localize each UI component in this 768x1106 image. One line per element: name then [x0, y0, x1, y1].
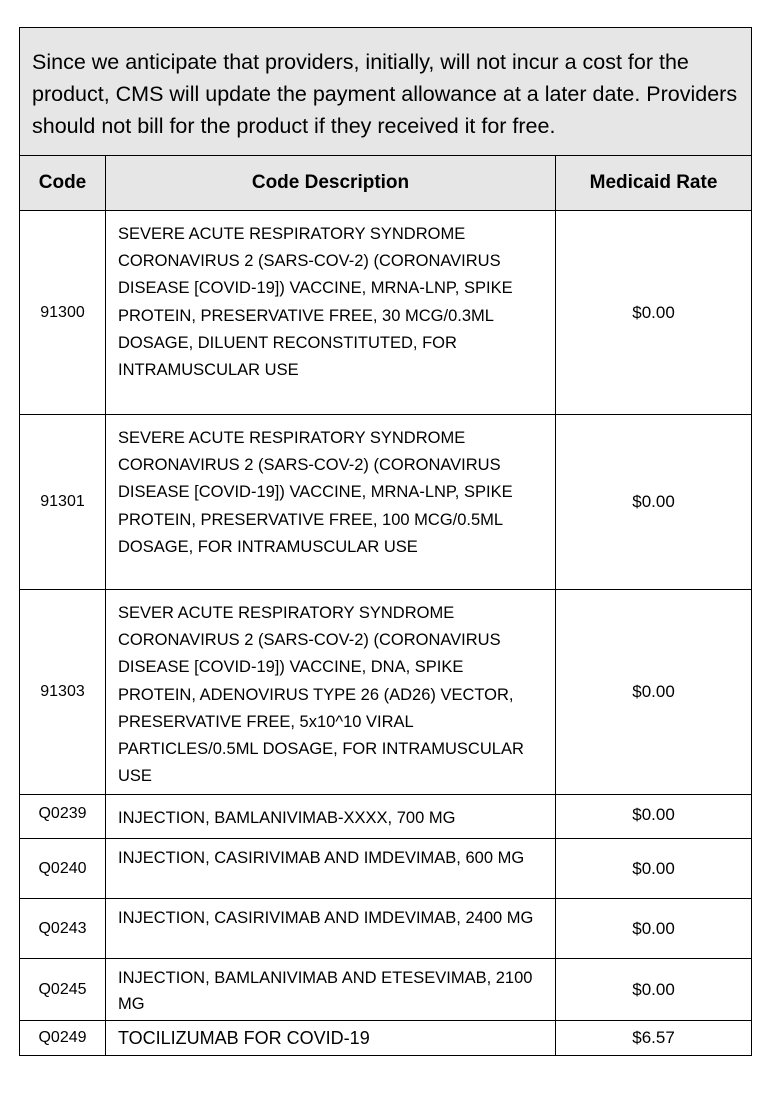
row-code: Q0240 [20, 839, 106, 899]
header-description: Code Description [106, 156, 556, 211]
row-rate: $0.00 [556, 211, 752, 415]
row-rate: $0.00 [556, 415, 752, 590]
row-description: INJECTION, BAMLANIVIMAB-XXXX, 700 MG [106, 795, 556, 839]
table-row [20, 1021, 752, 1055]
row-code: 91303 [20, 590, 106, 795]
row-description: INJECTION, CASIRIVIMAB AND IMDEVIMAB, 600 MG [106, 839, 556, 899]
row-code: 91301 [20, 415, 106, 590]
rate-table [19, 27, 752, 1056]
row-description: SEVERE ACUTE RESPIRATORY SYNDROME CORONAVIRUS 2 (SARS-COV-2) (CORONAVIRUS DISEASE [COVID-19]) VACCINE, MRNA-LNP, SPIKE PROTEIN, PRESERVATIVE FREE, 30 MCG/0.3ML DOSAGE, DILUENT RECONSTITUTED, FOR INTRAMUSCULAR USE [106, 211, 556, 415]
rate-table-wrapper [19, 27, 751, 1056]
row-rate: $0.00 [556, 899, 752, 959]
row-description: TOCILIZUMAB FOR COVID-19 [106, 1021, 556, 1055]
payment-note: Since we anticipate that providers, initially, will not incur a cost for the product, CMS will update the payment allowance at a later date. Providers should not bill for the product if they received it for free. [20, 28, 752, 156]
header-row [20, 156, 752, 211]
table-row [20, 959, 752, 1021]
row-rate: $0.00 [556, 959, 752, 1021]
row-rate: $0.00 [556, 795, 752, 839]
table-row [20, 839, 752, 899]
row-description: SEVERE ACUTE RESPIRATORY SYNDROME CORONAVIRUS 2 (SARS-COV-2) (CORONAVIRUS DISEASE [COVID-19]) VACCINE, MRNA-LNP, SPIKE PROTEIN, PRESERVATIVE FREE, 100 MCG/0.5ML DOSAGE, FOR INTRAMUSCULAR USE [106, 415, 556, 590]
row-code: Q0243 [20, 899, 106, 959]
row-code: Q0245 [20, 959, 106, 1021]
row-description: INJECTION, BAMLANIVIMAB AND ETESEVIMAB, 2100 MG [106, 959, 556, 1021]
row-rate: $0.00 [556, 839, 752, 899]
table-row [20, 899, 752, 959]
row-description: SEVER ACUTE RESPIRATORY SYNDROME CORONAVIRUS 2 (SARS-COV-2) (CORONAVIRUS DISEASE [COVID-19]) VACCINE, DNA, SPIKE PROTEIN, ADENOVIRUS TYPE 26 (AD26) VECTOR, PRESERVATIVE FREE, 5x10^10 VIRAL PARTICLES/0.5ML DOSAGE, FOR INTRAMUSCULAR USE [106, 590, 556, 795]
note-row [20, 28, 752, 156]
header-code: Code [20, 156, 106, 211]
row-description: INJECTION, CASIRIVIMAB AND IMDEVIMAB, 2400 MG [106, 899, 556, 959]
table-row [20, 415, 752, 590]
row-code: Q0249 [20, 1021, 106, 1055]
row-rate: $6.57 [556, 1021, 752, 1055]
table-row [20, 795, 752, 839]
header-rate: Medicaid Rate [556, 156, 752, 211]
row-rate: $0.00 [556, 590, 752, 795]
table-row [20, 211, 752, 415]
table-row [20, 590, 752, 795]
row-code: Q0239 [20, 795, 106, 839]
row-code: 91300 [20, 211, 106, 415]
